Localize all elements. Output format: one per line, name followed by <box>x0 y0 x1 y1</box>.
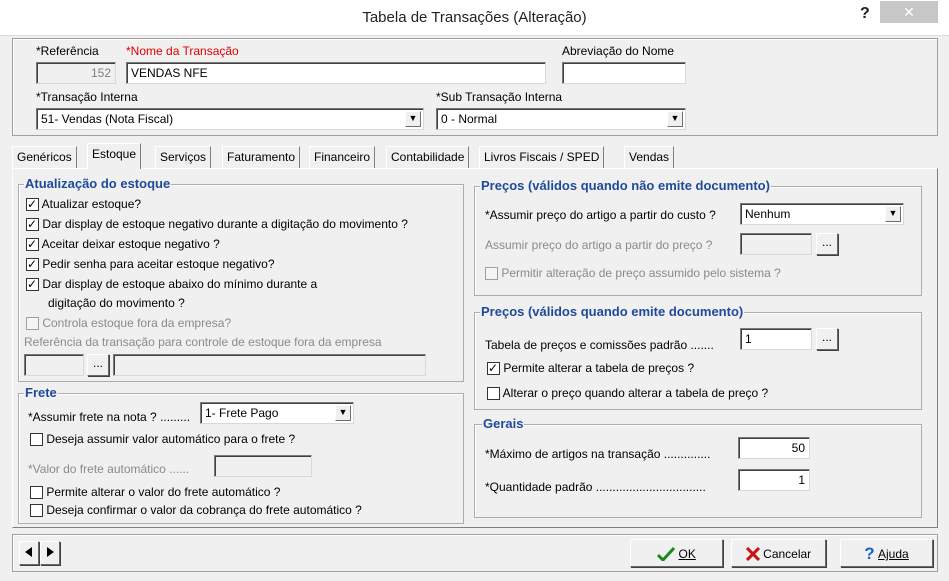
display-minimo-label-cont: digitação do movimento ? <box>48 296 185 310</box>
referencia-field[interactable]: 152 <box>36 62 116 84</box>
permitir-alteracao-checkbox <box>485 267 498 280</box>
precos-nao-emite-title: Preços (válidos quando não emite documento) <box>481 178 770 193</box>
preco-label: Assumir preço do artigo a partir do preço ? <box>485 238 713 252</box>
valor-frete-label: *Valor do frete automático ...... <box>28 462 190 476</box>
custo-value: Nenhum <box>745 207 791 221</box>
ok-label: OK <box>678 546 696 561</box>
transacao-interna-label: *Transação Interna <box>36 90 138 104</box>
controla-estoque-checkbox <box>26 317 39 330</box>
estoque-item-3[interactable] <box>26 257 275 271</box>
title-bar <box>0 0 949 36</box>
permite-tabela-row[interactable] <box>487 361 694 375</box>
display-negativo-label: Dar display de estoque negativo durante a digitação do movimento ? <box>42 217 408 231</box>
estoque-item-0[interactable] <box>26 197 141 211</box>
permite-tabela-checkbox[interactable]: ✓ <box>488 361 499 376</box>
frete-confirmar-checkbox[interactable] <box>30 504 43 517</box>
referencia-fora-code <box>24 354 84 376</box>
assumir-frete-value: 1- Frete Pago <box>205 406 279 420</box>
pedir-senha-checkbox[interactable]: ✓ <box>27 257 38 272</box>
cancel-button[interactable] <box>731 539 826 567</box>
controla-estoque-row <box>26 316 231 330</box>
transacao-interna-value: 51- Vendas (Nota Fiscal) <box>41 112 174 126</box>
atualizar-estoque-label: Atualizar estoque? <box>41 197 142 211</box>
display-minimo-checkbox[interactable]: ✓ <box>27 277 38 292</box>
frete-confirmar-label: Deseja confirmar o valor da cobrança do frete automático ? <box>46 503 362 517</box>
gerais-group <box>474 424 922 518</box>
chevron-down-icon[interactable]: ▼ <box>667 111 683 127</box>
maximo-artigos-label: *Máximo de artigos na transação .............. <box>485 447 711 461</box>
tab-servicos[interactable]: Serviços <box>155 146 211 168</box>
help-button[interactable] <box>840 539 933 567</box>
next-button[interactable] <box>40 541 60 565</box>
estoque-item-4[interactable] <box>26 277 317 291</box>
custo-select[interactable] <box>740 203 904 225</box>
alterar-preco-label: Alterar o preço quando alterar a tabela de preço ? <box>502 386 769 400</box>
tab-livros-fiscais[interactable]: Livros Fiscais / SPED <box>479 146 604 168</box>
permitir-alteracao-label: Permitir alteração de preço assumido pelo sistema ? <box>501 266 781 280</box>
aceitar-negativo-label: Aceitar deixar estoque negativo ? <box>41 237 220 251</box>
help-label: Ajuda <box>878 546 909 561</box>
frete-group-title: Frete <box>25 385 57 400</box>
quantidade-padrao-field[interactable]: 1 <box>738 469 810 491</box>
cancel-label: Cancelar <box>763 546 812 561</box>
precos-emite-title: Preços (válidos quando emite documento) <box>481 304 744 319</box>
custo-label: *Assumir preço do artigo a partir do custo ? <box>485 208 716 222</box>
frete-permite-label: Permite alterar o valor do frete automático ? <box>46 485 281 499</box>
help-title-button[interactable]: ? <box>860 5 870 22</box>
frete-automatico-checkbox[interactable] <box>30 433 43 446</box>
assumir-frete-label: *Assumir frete na nota ? ......... <box>28 410 191 424</box>
estoque-item-2[interactable] <box>26 237 220 251</box>
preco-browse-button[interactable]: ... <box>816 233 838 255</box>
tab-genericos[interactable]: Genéricos <box>12 146 77 168</box>
tab-estoque[interactable]: Estoque <box>87 143 141 169</box>
chevron-down-icon[interactable]: ▼ <box>885 206 901 222</box>
chevron-down-icon[interactable]: ▼ <box>405 111 421 127</box>
maximo-artigos-field[interactable]: 50 <box>738 437 810 459</box>
x-icon <box>746 547 760 561</box>
tabela-precos-browse-button[interactable]: ... <box>816 328 838 350</box>
arrow-right-icon <box>46 547 54 557</box>
assumir-frete-select[interactable] <box>200 402 354 424</box>
check-icon <box>657 547 675 561</box>
valor-frete-field <box>214 455 312 477</box>
estoque-group-title: Atualização do estoque <box>25 176 171 191</box>
alterar-preco-row[interactable] <box>487 386 768 400</box>
frete-automatico-row[interactable] <box>30 432 295 446</box>
frete-confirmar-row[interactable] <box>30 503 362 517</box>
tab-faturamento[interactable]: Faturamento <box>222 146 300 168</box>
estoque-item-1[interactable] <box>26 217 408 231</box>
chevron-down-icon[interactable]: ▼ <box>335 405 351 421</box>
pedir-senha-label: Pedir senha para aceitar estoque negativo? <box>42 257 275 271</box>
alterar-preco-checkbox[interactable] <box>487 387 500 400</box>
question-icon: ? <box>864 543 875 563</box>
sub-transacao-value: 0 - Normal <box>441 112 498 126</box>
permite-tabela-label: Permite alterar a tabela de preços ? <box>503 361 695 375</box>
referencia-fora-label: Referência da transação para controle de estoque fora da empresa <box>24 335 382 349</box>
display-minimo-label: Dar display de estoque abaixo do mínimo durante a <box>42 277 318 291</box>
close-button[interactable]: ✕ <box>880 1 938 23</box>
gerais-title: Gerais <box>483 416 524 431</box>
abreviacao-field[interactable] <box>562 62 686 84</box>
arrow-left-icon <box>25 547 33 557</box>
ok-button[interactable] <box>630 539 723 567</box>
sub-transacao-label: *Sub Transação Interna <box>436 90 563 104</box>
nome-field[interactable]: VENDAS NFE <box>126 62 546 84</box>
abreviacao-label: Abreviação do Nome <box>562 44 675 58</box>
tab-vendas[interactable]: Vendas <box>624 146 674 168</box>
nome-label: *Nome da Transação <box>126 44 239 58</box>
tabela-precos-label: Tabela de preços e comissões padrão ....... <box>485 338 714 352</box>
transacao-interna-select[interactable] <box>36 108 424 130</box>
atualizar-estoque-checkbox[interactable]: ✓ <box>27 197 38 212</box>
display-negativo-checkbox[interactable]: ✓ <box>27 217 38 232</box>
window-title: Tabela de Transações (Alteração) <box>362 9 587 26</box>
frete-automatico-label: Deseja assumir valor automático para o frete ? <box>46 432 296 446</box>
frete-permite-row[interactable] <box>30 485 280 499</box>
tab-financeiro[interactable]: Financeiro <box>309 146 375 168</box>
frete-permite-checkbox[interactable] <box>30 486 43 499</box>
sub-transacao-select[interactable] <box>436 108 686 130</box>
referencia-label: *Referência <box>36 44 99 58</box>
tabela-precos-field[interactable]: 1 <box>740 328 812 350</box>
quantidade-padrao-label: *Quantidade padrão ................................. <box>485 480 706 494</box>
controla-estoque-label: Controla estoque fora da empresa? <box>42 316 232 330</box>
permitir-alteracao-row <box>485 266 781 280</box>
referencia-fora-browse-button[interactable]: ... <box>87 354 109 376</box>
aceitar-negativo-checkbox[interactable]: ✓ <box>27 237 38 252</box>
prev-button[interactable] <box>19 541 39 565</box>
tab-contabilidade[interactable]: Contabilidade <box>386 146 469 168</box>
referencia-fora-desc <box>113 354 426 376</box>
preco-field <box>740 233 812 255</box>
